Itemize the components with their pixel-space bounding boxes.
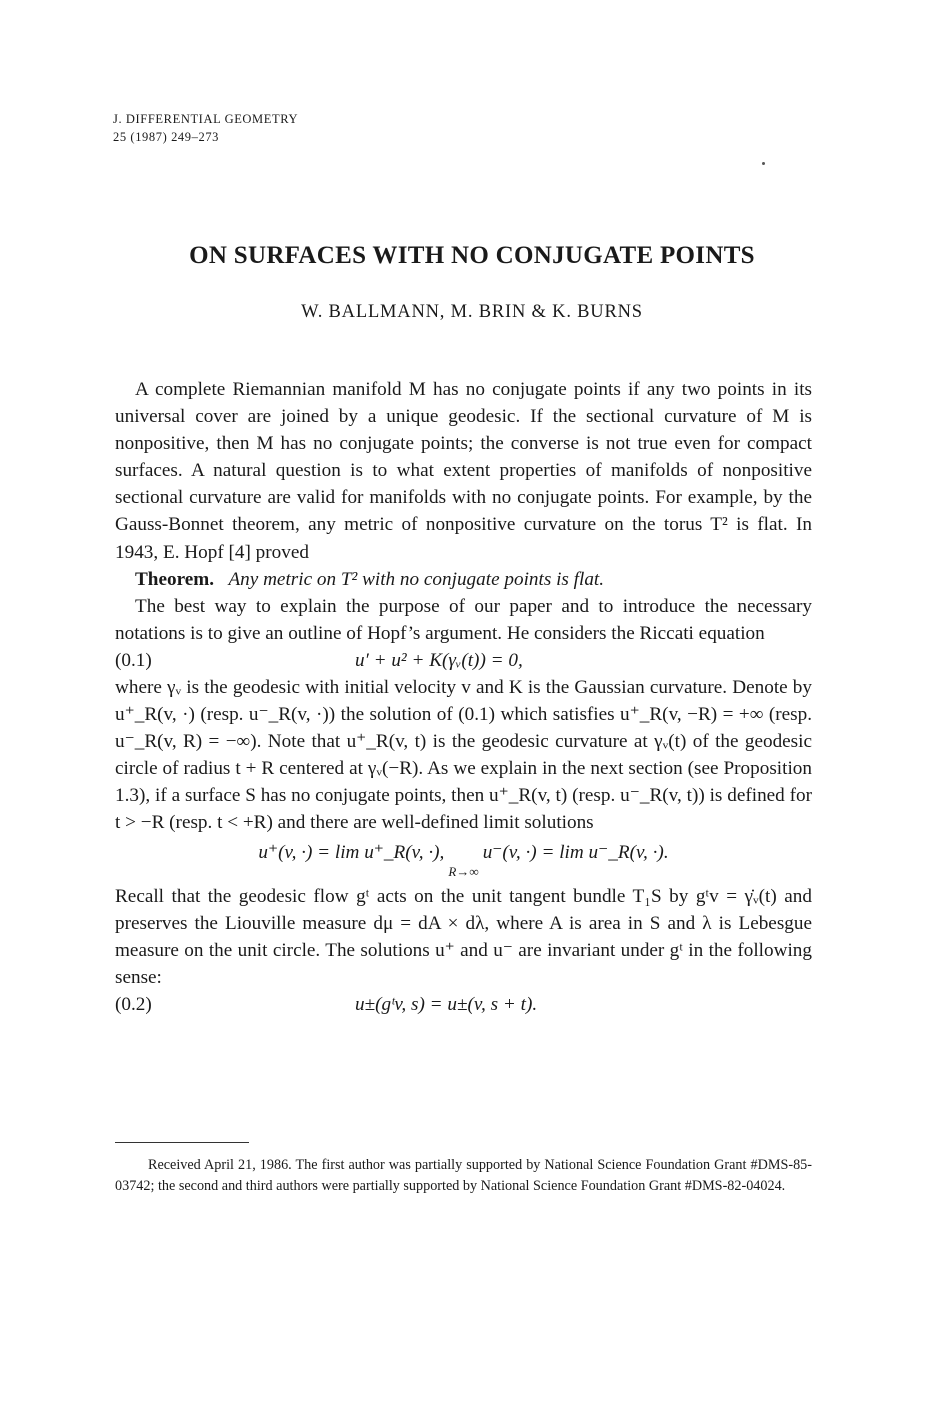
intro-paragraph: A complete Riemannian manifold M has no conjugate points if any two points in its universal cover are joined by a unique geodesic. If the sectional curvature of M is nonpositive, then M has no conjugate points; the converse is not true even for compact surfaces. A natural question is to what extent properties of manifolds of nonpositive sectional curvature are valid for manifolds with no conjugate points. For example, by the Gauss-Bonnet theorem, any metric of nonpositive curvature on the torus T² is flat. In 1943, E. Hopf [4] proved [115,379,812,563]
equation-body: u′ + u² + K(γᵥ(t)) = 0, [355,649,523,671]
limit-plus: u⁺(v, ·) = lim u⁺_R(v, ·), [258,841,445,863]
paper-body [115,376,812,1018]
journal-header [113,110,298,146]
equation-0-1 [115,647,812,674]
theorem-statement: Any metric on T² with no conjugate points is flat. [228,568,605,590]
footnote-rule [115,1142,249,1143]
equation-number: (0.1) [115,649,152,671]
equation-number: (0.2) [115,993,152,1015]
equation-0-2 [115,991,812,1018]
theorem [115,566,812,593]
flow-paragraph: Recall that the geodesic flow gᵗ acts on the unit tangent bundle T₁S by gᵗv = γ̇ᵥ(t) and preserves the Liouville measure dμ = dA × dλ, where A is area in S and λ is Lebesgue measure on the unit circle. The solutions u⁺ and u⁻ are invariant under gᵗ in the following sense: [115,885,812,988]
journal-name: J. DIFFERENTIAL GEOMETRY [113,112,299,126]
limit-minus: u⁻(v, ·) = lim u⁻_R(v, ·). [482,841,669,863]
speck-mark [762,162,765,165]
journal-volume: 25 (1987) 249–273 [113,130,220,144]
paper-title: ON SURFACES WITH NO CONJUGATE POINTS [189,242,755,269]
theorem-label: Theorem. [135,568,215,590]
limit-solutions [115,837,812,883]
footnote: Received April 21, 1986. The first author was partially supported by National Science Foundation Grant #DMS-85-03742; the second and third authors were partially supported by National Science Foundation Grant #DMS-82-04024. [115,1157,812,1194]
riccati-paragraph: where γᵥ is the geodesic with initial velocity v and K is the Gaussian curvature. Denote by u⁺_R(v, ·) (resp. u⁻_R(v, ·)) the solution of (0.1) which satisfies u⁺_R(v, −R) = +∞ (resp. u⁻_R(v, R) = −∞). Note that u⁺_R(v, t) is the geodesic curvature at γᵥ(t) of the geodesic circle of radius t + R centered at γᵥ(−R). As we explain in the next section (see Proposition 1.3), if a surface S has no conjugate points, then u⁺_R(v, t) (resp. u⁻_R(v, t)) is defined for t > −R (resp. t < +R) and there are well-defined limit solutions [115,676,812,834]
equation-body: u±(gᵗv, s) = u±(v, s + t). [355,993,538,1015]
hopf-paragraph: The best way to explain the purpose of our paper and to introduce the necessary notations is to give an outline of Hopf’s argument. He considers the Riccati equation [115,595,812,644]
paper-authors: W. BALLMANN, M. BRIN & K. BURNS [301,302,643,322]
limit-subscript: R→∞ [448,863,479,879]
